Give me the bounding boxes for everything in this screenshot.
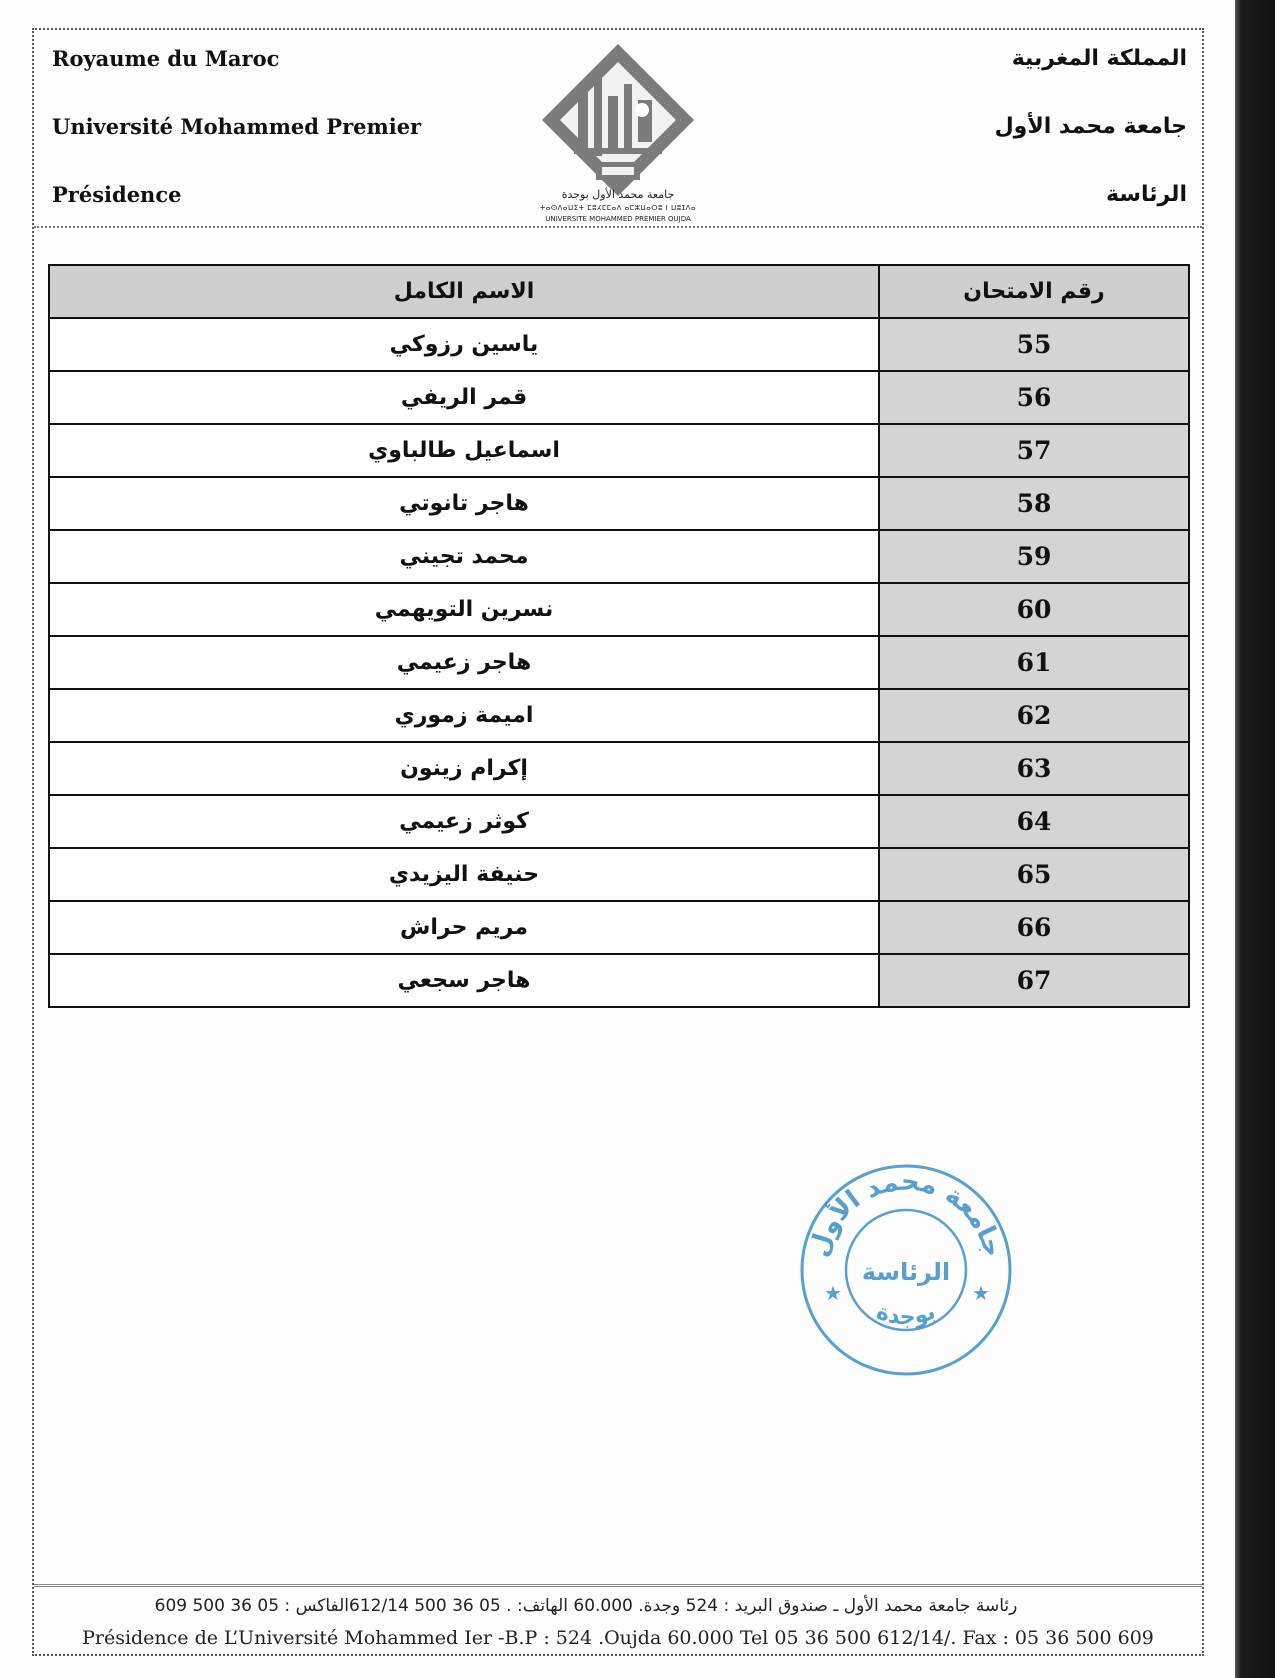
header-divider xyxy=(34,226,1202,228)
exam-number-cell: 66 xyxy=(879,901,1189,954)
exam-number-cell: 63 xyxy=(879,742,1189,795)
exam-number-cell: 55 xyxy=(879,318,1189,371)
table-row xyxy=(49,583,1189,636)
exam-roster-table xyxy=(48,264,1190,1008)
stamp-star-left-icon: ★ xyxy=(824,1281,842,1305)
full-name-cell: مريم حراش xyxy=(49,901,879,954)
full-name-cell: قمر الريفي xyxy=(49,371,879,424)
full-name-cell: هاجر سجعي xyxy=(49,954,879,1007)
table-row xyxy=(49,424,1189,477)
stamp-star-right-icon: ★ xyxy=(972,1281,990,1305)
exam-number-cell: 58 xyxy=(879,477,1189,530)
full-name-cell: إكرام زينون xyxy=(49,742,879,795)
table-row xyxy=(49,901,1189,954)
table-body xyxy=(49,318,1189,1007)
stamp-bottom-text: بوجدة xyxy=(872,1299,940,1331)
footer-address-fr: Présidence de L’Université Mohammed Ier -B.P : 524 .Oujda 60.000 Tel 05 36 500 612/14/. Fax : 05 36 500 609 xyxy=(82,1627,1154,1649)
university-logo-icon xyxy=(538,40,698,230)
exam-number-cell: 64 xyxy=(879,795,1189,848)
stamp-center-text: الرئاسة xyxy=(861,1258,951,1286)
full-name-cell: محمد تجيني xyxy=(49,530,879,583)
exam-number-cell: 61 xyxy=(879,636,1189,689)
header-ar-kingdom: المملكة المغربية xyxy=(1011,46,1187,71)
header-ar-university: جامعة محمد الأول xyxy=(994,114,1187,139)
full-name-cell: اميمة زموري xyxy=(49,689,879,742)
full-name-cell: اسماعيل طالباوي xyxy=(49,424,879,477)
header-fr-presidency: Présidence xyxy=(52,182,182,207)
exam-number-cell: 57 xyxy=(879,424,1189,477)
full-name-cell: كوثر زعيمي xyxy=(49,795,879,848)
column-header-full-name: الاسم الكامل xyxy=(49,265,879,318)
full-name-cell: نسرين التويهمي xyxy=(49,583,879,636)
table-row xyxy=(49,689,1189,742)
footer-address-ar: رئاسة جامعة محمد الأول ـ صندوق البريد : 524 وجدة. 60.000 الهاتف: . 05 36 500 612/14الفاكس : 05 36 500 609 xyxy=(154,1596,1018,1616)
exam-number-cell: 62 xyxy=(879,689,1189,742)
svg-text:بوجدة xyxy=(873,1299,939,1330)
exam-number-cell: 56 xyxy=(879,371,1189,424)
table-row xyxy=(49,318,1189,371)
presidency-stamp-icon xyxy=(796,1160,1016,1380)
logo-caption-fr: UNIVERSITE MOHAMMED PREMIER OUJDA xyxy=(545,215,691,223)
full-name-cell: هاجر زعيمي xyxy=(49,636,879,689)
full-name-cell: حنيفة اليزيدي xyxy=(49,848,879,901)
column-header-exam-number: رقم الامتحان xyxy=(879,265,1189,318)
table-row xyxy=(49,530,1189,583)
exam-number-cell: 60 xyxy=(879,583,1189,636)
logo-caption-ar: جامعة محمد الأول بوجدة xyxy=(561,188,675,201)
table-row xyxy=(49,848,1189,901)
table-row xyxy=(49,954,1189,1007)
header-fr-university: Université Mohammed Premier xyxy=(52,114,422,139)
svg-text:جامعة محمد الأول xyxy=(804,1167,1008,1261)
header-fr-kingdom: Royaume du Maroc xyxy=(52,46,280,71)
table-row xyxy=(49,371,1189,424)
exam-number-cell: 65 xyxy=(879,848,1189,901)
logo-caption-tifinagh: ⵜⴰⵙⴷⴰⵡⵉⵜ ⵎⵓⵃⵎⵎⴰⴷ ⴰⵎⵣⵡⴰⵔⵓ ⵏ ⵡⵓⵊⴷⴰ xyxy=(540,204,696,212)
stamp-outer-text: جامعة محمد الأول xyxy=(804,1166,1008,1261)
table-row xyxy=(49,742,1189,795)
exam-number-cell: 59 xyxy=(879,530,1189,583)
table-header-row xyxy=(49,265,1189,318)
scan-edge xyxy=(1235,0,1275,1678)
table-row xyxy=(49,636,1189,689)
table-row xyxy=(49,477,1189,530)
footer-divider xyxy=(34,1584,1202,1587)
full-name-cell: ياسين رزوكي xyxy=(49,318,879,371)
exam-number-cell: 67 xyxy=(879,954,1189,1007)
full-name-cell: هاجر تانوتي xyxy=(49,477,879,530)
header-ar-presidency: الرئاسة xyxy=(1106,182,1187,207)
table-row xyxy=(49,795,1189,848)
